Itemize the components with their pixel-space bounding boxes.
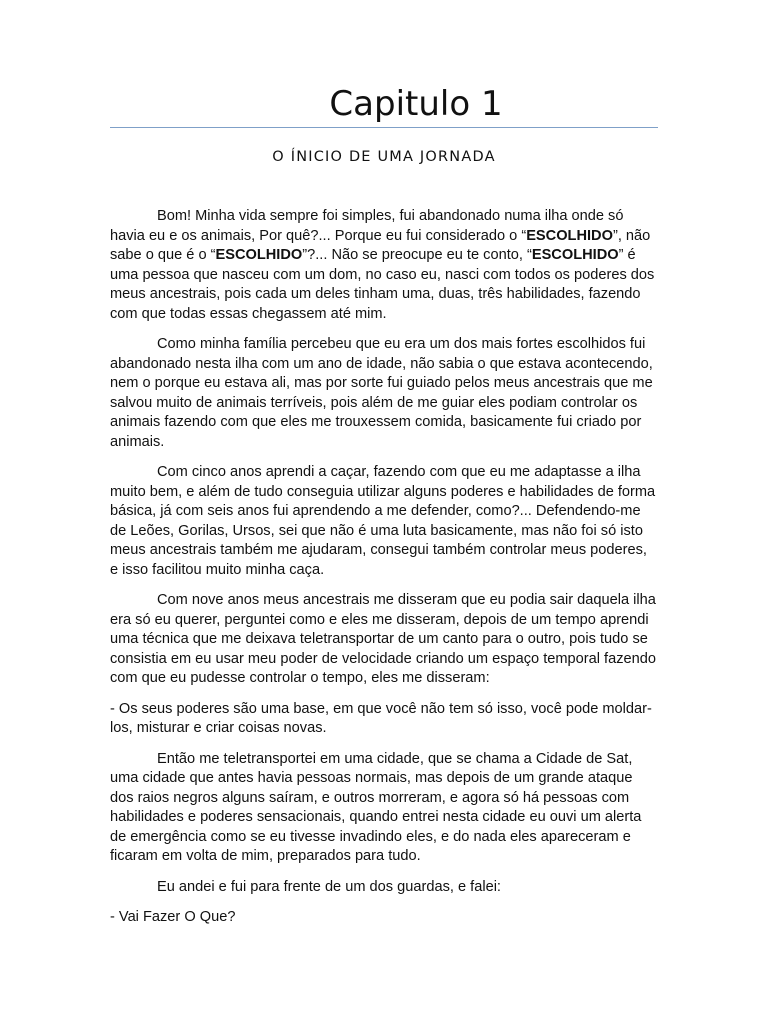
chapter-title: Capitulo 1 — [329, 84, 503, 124]
paragraph-8-dialogue: - Vai Fazer O Que? — [110, 909, 236, 925]
paragraph-1: Bom! Minha vida sempre foi simples, fui abandonado numa ilha onde só havia eu e os animais, Por quê?... Porque eu fui considerado o “ESCOLHIDO”, não sabe o que é o “ESCOLHIDO”?... Não se preocupe eu te conto, “ESCOLHIDO” é uma pessoa que nasceu com um dom, no caso eu, nasci com todos os poderes dos meus ancestrais, pois cada um deles tinham uma, duas, três habilidades, fazendo com que todas essas chegassem até mim. — [110, 208, 655, 322]
paragraph-6: Então me teletransportei em uma cidade, que se chama a Cidade de Sat, uma cidade que antes havia pessoas normais, mas depois de um grande ataque dos raios negros alguns saíram, e outros morreram, e agora só há pessoas com habilidades e poderes sensacionais, quando entrei nesta cidade eu ouvi um alerta de emergência como se eu tivesse invadindo eles, e do nada eles apareceram e ficaram em volta de mim, preparados para tudo. — [110, 750, 642, 864]
chapter-subtitle: O ÍNICIO DE UMA JORNADA — [272, 149, 496, 165]
emphasis-escolhido: ESCOLHIDO — [526, 227, 613, 244]
emphasis-escolhido: ESCOLHIDO — [531, 247, 619, 263]
paragraph-3: Com cinco anos aprendi a caçar, fazendo com que eu me adaptasse a ilha muito bem, e além de tudo conseguia utilizar alguns poderes e habilidades de forma básica, já com seis anos fui aprendendo a me defender, como?... Defendendo-me de Leões, Gorilas, Ursos, sei que não é uma luta basicamente, mas não foi só isto meus ancestrais também me ajudaram, consegui também controlar meus poderes, e isso facilitou muito minha caça. — [110, 464, 656, 578]
paragraph-4: Com nove anos meus ancestrais me disseram que eu podia sair daquela ilha era só eu querer, perguntei como e eles me disseram, depois de um tempo aprendi uma técnica que me deixava teletransportar de um canto para o outro, pois tudo se consistia em eu usar meu poder de velocidade criando um espaço temporal fazendo com que eu pudesse controlar o tempo, eles me disseram: — [110, 592, 656, 686]
title-divider — [110, 127, 658, 128]
paragraph-7: Eu andei e fui para frente de um dos guardas, e falei: — [157, 878, 501, 895]
paragraph-2: Como minha família percebeu que eu era um dos mais fortes escolhidos fui abandonado nesta ilha com um ano de idade, não sabia o que estava acontecendo, nem o porque eu estava ali, mas por sorte fui guiado pelos meus ancestrais que me salvou muito de animais terríveis, pois além de me guiar eles podiam controlar os animais fazendo com que eles me trouxessem comida, basicamente fui criado por animais. — [110, 336, 653, 450]
paragraph-5-dialogue: - Os seus poderes são uma base, em que você não tem só isso, você pode moldar-los, misturar e criar coisas novas. — [110, 700, 652, 736]
chapter-body — [110, 207, 658, 939]
emphasis-escolhido: ESCOLHIDO — [215, 247, 303, 263]
